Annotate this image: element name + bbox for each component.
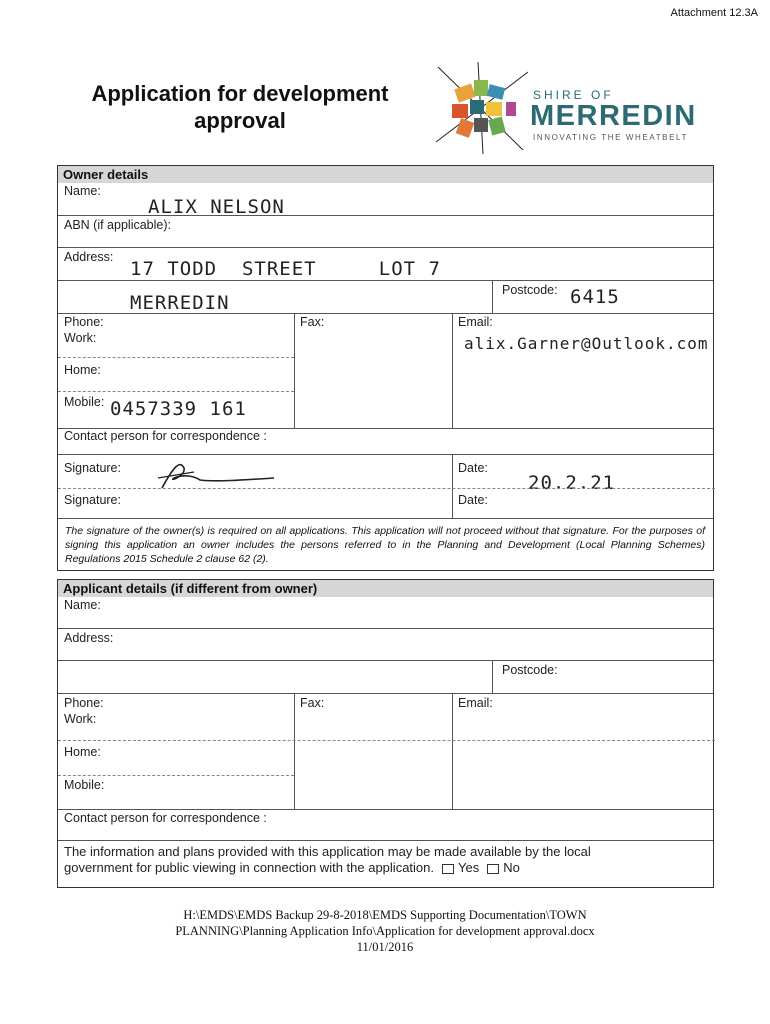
owner-signature-mark <box>154 456 304 492</box>
public-viewing-text: government for public viewing in connection with the application. <box>64 860 434 875</box>
owner-date-label: Date: <box>458 461 488 475</box>
owner-name-value[interactable]: ALIX NELSON <box>148 196 285 218</box>
applicant-phone-label: Phone: <box>64 696 104 710</box>
owner-contact-label: Contact person for correspondence : <box>64 429 267 443</box>
yes-checkbox[interactable] <box>442 864 454 874</box>
shire-logo-icon <box>428 62 538 154</box>
applicant-heading: Applicant details (if different from owner) <box>58 580 713 597</box>
logo-tagline: INNOVATING THE WHEATBELT <box>533 133 689 142</box>
owner-signature-label: Signature: <box>64 461 121 475</box>
owner-name-label: Name: <box>64 184 101 198</box>
applicant-email-label: Email: <box>458 696 493 710</box>
owner-mobile-value[interactable]: 0457339 161 <box>110 398 247 420</box>
applicant-fax-label: Fax: <box>300 696 325 710</box>
page-title <box>60 80 420 134</box>
footer-line-2: PLANNING\Planning Application Info\Application for development approval.docx <box>175 924 595 938</box>
owner-signature-note: The signature of the owner(s) is required on all applications. This application will not proceed without that signature. For the purposes of signing this application an owner includes the persons referred to in the Planning and Development (Local Planning Schemes) Regulations 2015 Schedule 2 clause 62 (2). <box>65 525 705 565</box>
yes-label: Yes <box>458 860 480 875</box>
owner-postcode-value[interactable]: 6415 <box>570 286 620 308</box>
owner-signature2-label: Signature: <box>64 493 121 507</box>
applicant-home-label: Home: <box>64 745 101 759</box>
public-viewing-line1: The information and plans provided with this application may be made available by the local <box>64 844 591 859</box>
owner-abn-label: ABN (if applicable): <box>64 218 171 232</box>
owner-heading: Owner details <box>58 166 713 183</box>
owner-postcode-label: Postcode: <box>502 283 558 297</box>
owner-details-section <box>57 165 714 571</box>
owner-date2-label: Date: <box>458 493 488 507</box>
applicant-postcode-label: Postcode: <box>502 663 558 677</box>
logo-merredin: MERREDIN <box>530 100 697 132</box>
footer-line-1: H:\EMDS\EMDS Backup 29-8-2018\EMDS Supporting Documentation\TOWN <box>183 908 587 922</box>
footer-path <box>60 907 710 955</box>
title-line-2: approval <box>194 108 286 133</box>
attachment-label: Attachment 12.3A <box>670 7 758 19</box>
no-checkbox[interactable] <box>487 864 499 874</box>
no-label: No <box>503 860 520 875</box>
applicant-work-label: Work: <box>64 712 97 726</box>
owner-address-line1[interactable]: 17 TODD STREET LOT 7 <box>130 258 441 280</box>
owner-home-label: Home: <box>64 363 101 377</box>
public-viewing-line2 <box>64 860 520 875</box>
owner-address-line2[interactable]: MERREDIN <box>130 292 230 314</box>
owner-phone-label: Phone: <box>64 315 104 329</box>
applicant-address-label: Address: <box>64 631 114 645</box>
owner-email-value[interactable]: alix.Garner@Outlook.com <box>464 334 709 353</box>
title-line-1: Application for development <box>91 81 389 106</box>
owner-fax-label: Fax: <box>300 315 325 329</box>
applicant-mobile-label: Mobile: <box>64 778 105 792</box>
owner-mobile-label: Mobile: <box>64 395 105 409</box>
applicant-details-section <box>57 579 714 888</box>
applicant-name-label: Name: <box>64 598 101 612</box>
owner-date-value[interactable]: 20.2.21 <box>528 472 616 494</box>
applicant-contact-label: Contact person for correspondence : <box>64 811 267 825</box>
logo-shire-of: SHIRE OF <box>533 88 614 102</box>
owner-work-label: Work: <box>64 331 97 345</box>
owner-email-label: Email: <box>458 315 493 329</box>
footer-line-3: 11/01/2016 <box>356 940 414 954</box>
owner-address-label: Address: <box>64 250 114 264</box>
